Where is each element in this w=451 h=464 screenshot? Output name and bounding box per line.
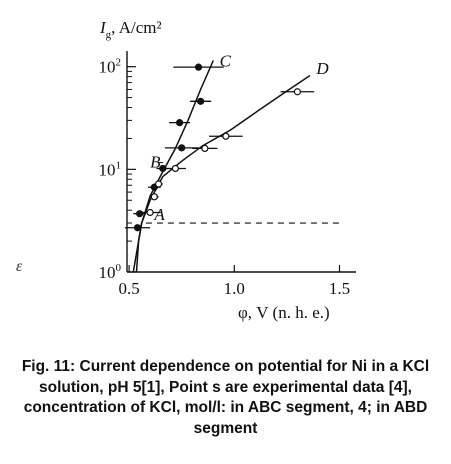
segment-label-d: D	[316, 58, 329, 78]
open-point	[147, 209, 153, 215]
figure-caption: Fig. 11: Current dependence on potential for Ni in a KCl solution, pH 5[1], Point s are experimental data [4], concentration of KCl, mol/l: in ABC segment, 4; in ABD segment	[21, 358, 430, 437]
open-point	[156, 181, 162, 187]
y-axis-label: $I_g$, A/cm²	[100, 18, 162, 41]
open-point	[172, 165, 178, 171]
open-point	[151, 194, 157, 200]
segment-label-b: B	[150, 152, 161, 172]
filled-point	[179, 145, 185, 151]
x-tick-label: 1.5	[328, 279, 351, 298]
filled-point	[196, 64, 202, 70]
filled-point	[198, 98, 204, 104]
filled-point	[177, 120, 183, 126]
x-tick-label: 1.0	[223, 279, 245, 298]
filled-point	[135, 225, 141, 231]
y-tick-label: $10^1$	[98, 159, 121, 180]
labels	[99, 18, 330, 322]
axes	[127, 51, 356, 272]
filled-point	[137, 211, 143, 217]
data-points	[125, 64, 314, 231]
y-tick-label: $10^2$	[98, 56, 121, 77]
x-axis-label: φ, V (n. h. e.)	[238, 303, 330, 322]
y-tick-label: $10^0$	[98, 262, 121, 282]
filled-point	[160, 165, 166, 171]
segment-label-c: C	[219, 51, 231, 71]
curve-series-2	[133, 76, 310, 273]
segment-label-a: A	[154, 205, 165, 225]
axis-ticks	[99, 57, 351, 298]
open-point	[223, 133, 229, 139]
open-point	[202, 145, 208, 151]
margin-mark: ε	[16, 258, 23, 275]
open-point	[294, 89, 300, 95]
x-tick-label: 0.5	[118, 279, 140, 298]
